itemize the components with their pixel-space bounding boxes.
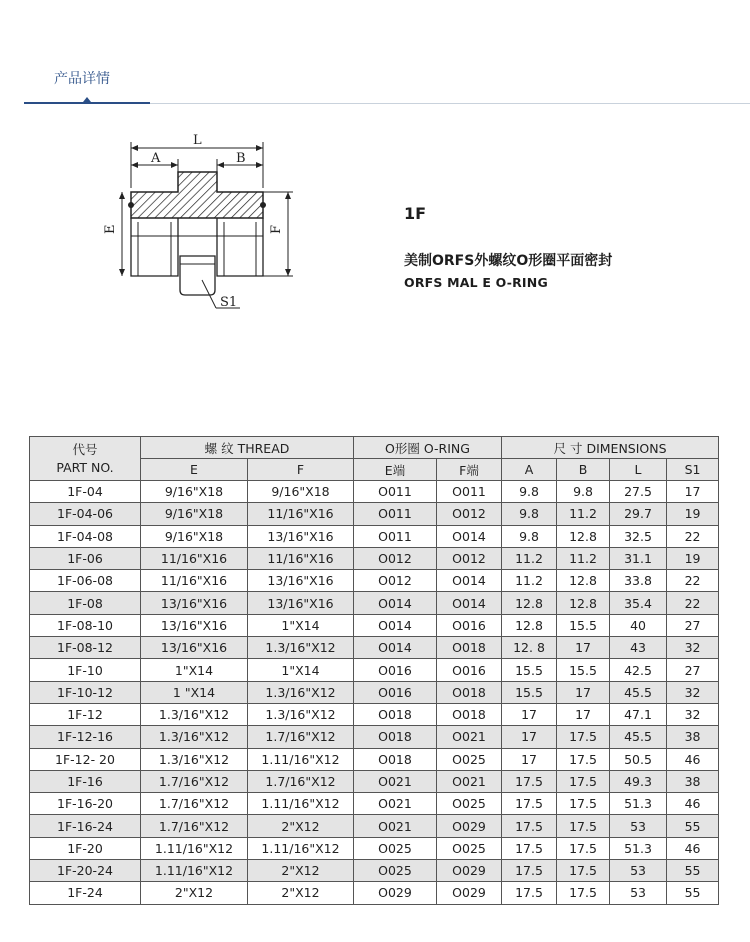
table-cell: 13/16"X16 <box>141 637 248 659</box>
table-cell: 19 <box>667 503 719 525</box>
table-cell: 17 <box>502 726 557 748</box>
table-row <box>30 637 719 659</box>
table-cell: 12.8 <box>502 614 557 636</box>
table-cell: 15.5 <box>502 681 557 703</box>
table-cell: 27 <box>667 614 719 636</box>
table-cell: 1F-12-16 <box>30 726 141 748</box>
table-cell: O011 <box>437 481 502 503</box>
table-cell: 42.5 <box>610 659 667 681</box>
table-cell: 13/16"X16 <box>248 570 354 592</box>
table-row <box>30 770 719 792</box>
drawing-label-e: E <box>103 224 118 234</box>
table-cell: 1.7/16"X12 <box>141 793 248 815</box>
spec-table-body <box>30 481 719 905</box>
table-cell: 1F-16-20 <box>30 793 141 815</box>
table-cell: O021 <box>437 726 502 748</box>
table-cell: 17.5 <box>502 793 557 815</box>
table-cell: 1F-20-24 <box>30 860 141 882</box>
table-cell: 1F-04 <box>30 481 141 503</box>
table-cell: O012 <box>354 547 437 569</box>
table-row <box>30 726 719 748</box>
table-cell: O021 <box>354 770 437 792</box>
table-cell: 1.11/16"X12 <box>141 837 248 859</box>
table-cell: 1F-06-08 <box>30 570 141 592</box>
table-cell: 1.11/16"X12 <box>248 748 354 770</box>
table-cell: 32.5 <box>610 525 667 547</box>
drawing-label-l: L <box>193 133 202 148</box>
table-cell: 53 <box>610 815 667 837</box>
table-cell: 13/16"X16 <box>248 525 354 547</box>
table-cell: 15.5 <box>557 659 610 681</box>
header-cell: F <box>248 459 354 481</box>
table-cell: 17.5 <box>502 770 557 792</box>
table-row <box>30 748 719 770</box>
table-cell: O011 <box>354 481 437 503</box>
table-cell: O018 <box>437 703 502 725</box>
table-row <box>30 703 719 725</box>
table-cell: 2"X12 <box>141 882 248 904</box>
table-cell: 1F-04-08 <box>30 525 141 547</box>
table-cell: 1F-16 <box>30 770 141 792</box>
header-cell: E <box>141 459 248 481</box>
table-cell: 1"X14 <box>248 614 354 636</box>
table-cell: O016 <box>437 614 502 636</box>
table-cell: 12.8 <box>557 525 610 547</box>
table-cell: 17 <box>557 703 610 725</box>
table-cell: 53 <box>610 882 667 904</box>
header-cell: E端 <box>354 459 437 481</box>
table-cell: 17 <box>502 703 557 725</box>
table-cell: O014 <box>437 592 502 614</box>
table-cell: O025 <box>437 837 502 859</box>
table-cell: 1F-10-12 <box>30 681 141 703</box>
table-cell: 1F-08 <box>30 592 141 614</box>
table-cell: 12.8 <box>557 592 610 614</box>
table-cell: 17.5 <box>557 815 610 837</box>
table-cell: 17 <box>557 637 610 659</box>
table-cell: O025 <box>354 837 437 859</box>
table-cell: O029 <box>437 860 502 882</box>
header-cell: F端 <box>437 459 502 481</box>
table-cell: 1.11/16"X12 <box>248 837 354 859</box>
table-cell: O014 <box>354 592 437 614</box>
table-row <box>30 659 719 681</box>
table-cell: 17 <box>557 681 610 703</box>
table-cell: O025 <box>437 748 502 770</box>
table-cell: 45.5 <box>610 681 667 703</box>
table-cell: 1F-12 <box>30 703 141 725</box>
table-cell: 17 <box>667 481 719 503</box>
table-cell: 11/16"X16 <box>141 547 248 569</box>
table-cell: O021 <box>437 770 502 792</box>
section-title: 产品详情 <box>54 71 110 87</box>
table-cell: O012 <box>437 547 502 569</box>
table-cell: 1F-08-12 <box>30 637 141 659</box>
table-cell: 1F-12- 20 <box>30 748 141 770</box>
table-cell: 46 <box>667 748 719 770</box>
table-cell: 1.3/16"X12 <box>248 681 354 703</box>
table-row <box>30 681 719 703</box>
table-cell: 53 <box>610 860 667 882</box>
table-cell: 43 <box>610 637 667 659</box>
table-cell: 22 <box>667 592 719 614</box>
table-cell: 13/16"X16 <box>248 592 354 614</box>
table-cell: 17.5 <box>557 793 610 815</box>
table-cell: 9/16"X18 <box>141 503 248 525</box>
table-cell: O014 <box>437 570 502 592</box>
table-cell: O021 <box>354 815 437 837</box>
caret-up-icon <box>83 97 91 102</box>
table-cell: 9/16"X18 <box>141 525 248 547</box>
table-cell: 1F-04-06 <box>30 503 141 525</box>
table-cell: O029 <box>437 882 502 904</box>
table-cell: O011 <box>354 525 437 547</box>
table-cell: 47.1 <box>610 703 667 725</box>
table-cell: 51.3 <box>610 793 667 815</box>
table-cell: O018 <box>354 726 437 748</box>
table-cell: 1"X14 <box>248 659 354 681</box>
table-cell: 13/16"X16 <box>141 592 248 614</box>
product-code: 1F <box>404 204 427 223</box>
table-cell: O016 <box>354 659 437 681</box>
table-cell: O011 <box>354 503 437 525</box>
table-cell: 9.8 <box>502 481 557 503</box>
table-row <box>30 592 719 614</box>
table-cell: 17.5 <box>502 837 557 859</box>
table-cell: 17.5 <box>557 770 610 792</box>
table-cell: O025 <box>437 793 502 815</box>
table-cell: 49.3 <box>610 770 667 792</box>
table-cell: O029 <box>437 815 502 837</box>
drawing-label-f: F <box>269 224 284 234</box>
fitting-technical-drawing <box>98 130 308 320</box>
table-cell: O029 <box>354 882 437 904</box>
table-row <box>30 570 719 592</box>
table-cell: 1"X14 <box>141 659 248 681</box>
table-cell: 17.5 <box>557 860 610 882</box>
table-cell: 17.5 <box>502 882 557 904</box>
table-cell: 46 <box>667 837 719 859</box>
table-cell: 35.4 <box>610 592 667 614</box>
table-cell: 38 <box>667 726 719 748</box>
table-cell: 22 <box>667 525 719 547</box>
table-cell: 17 <box>502 748 557 770</box>
table-cell: 1.3/16"X12 <box>141 703 248 725</box>
table-cell: 1.7/16"X12 <box>141 815 248 837</box>
table-cell: 9/16"X18 <box>141 481 248 503</box>
table-cell: 2"X12 <box>248 860 354 882</box>
table-row <box>30 547 719 569</box>
table-row <box>30 815 719 837</box>
table-cell: 17.5 <box>502 860 557 882</box>
table-cell: 55 <box>667 860 719 882</box>
header-cell: L <box>610 459 667 481</box>
table-cell: 17.5 <box>502 815 557 837</box>
header-oring: O形圈 O-RING <box>354 437 502 459</box>
table-cell: 55 <box>667 815 719 837</box>
table-cell: O021 <box>354 793 437 815</box>
table-cell: 33.8 <box>610 570 667 592</box>
table-cell: 1F-16-24 <box>30 815 141 837</box>
table-cell: 32 <box>667 703 719 725</box>
table-cell: 31.1 <box>610 547 667 569</box>
table-cell: 17.5 <box>557 726 610 748</box>
table-cell: O025 <box>354 860 437 882</box>
table-cell: O016 <box>437 659 502 681</box>
table-cell: 50.5 <box>610 748 667 770</box>
table-row <box>30 882 719 904</box>
table-cell: 15.5 <box>502 659 557 681</box>
header-dimensions: 尺 寸 DIMENSIONS <box>502 437 719 459</box>
table-cell: 32 <box>667 637 719 659</box>
table-cell: 1.7/16"X12 <box>248 770 354 792</box>
table-cell: 55 <box>667 882 719 904</box>
table-cell: 1 "X14 <box>141 681 248 703</box>
table-cell: 13/16"X16 <box>141 614 248 636</box>
table-cell: 11.2 <box>502 547 557 569</box>
table-row <box>30 837 719 859</box>
table-cell: 1F-24 <box>30 882 141 904</box>
table-cell: 1.7/16"X12 <box>141 770 248 792</box>
drawing-label-s1: S1 <box>220 295 238 310</box>
table-cell: 1.7/16"X12 <box>248 726 354 748</box>
table-cell: 1F-10 <box>30 659 141 681</box>
table-cell: 9.8 <box>502 525 557 547</box>
table-cell: 38 <box>667 770 719 792</box>
table-cell: 1F-08-10 <box>30 614 141 636</box>
table-cell: 9/16"X18 <box>248 481 354 503</box>
table-cell: O018 <box>437 637 502 659</box>
table-cell: 11.2 <box>502 570 557 592</box>
table-cell: 12.8 <box>502 592 557 614</box>
product-name-cn: 美制ORFS外螺纹O形圈平面密封 <box>404 253 613 269</box>
table-cell: 1.3/16"X12 <box>248 637 354 659</box>
table-cell: 29.7 <box>610 503 667 525</box>
section-divider-accent <box>24 102 150 104</box>
table-cell: 1.11/16"X12 <box>248 793 354 815</box>
header-part-no: 代号 PART NO. <box>30 437 141 481</box>
header-cell: B <box>557 459 610 481</box>
table-cell: O018 <box>354 703 437 725</box>
table-cell: 46 <box>667 793 719 815</box>
table-row <box>30 525 719 547</box>
table-cell: O014 <box>354 637 437 659</box>
table-cell: O016 <box>354 681 437 703</box>
table-cell: 12. 8 <box>502 637 557 659</box>
product-name-en: ORFS MAL E O-RING <box>404 275 548 290</box>
table-row <box>30 614 719 636</box>
table-cell: 1.3/16"X12 <box>248 703 354 725</box>
table-cell: 40 <box>610 614 667 636</box>
table-cell: 15.5 <box>557 614 610 636</box>
table-row <box>30 481 719 503</box>
header-cell: S1 <box>667 459 719 481</box>
table-cell: O018 <box>437 681 502 703</box>
table-cell: 45.5 <box>610 726 667 748</box>
table-header-row <box>30 437 719 459</box>
table-cell: 12.8 <box>557 570 610 592</box>
table-cell: 19 <box>667 547 719 569</box>
table-cell: O018 <box>354 748 437 770</box>
table-cell: 27 <box>667 659 719 681</box>
table-cell: 1F-06 <box>30 547 141 569</box>
table-cell: 17.5 <box>557 837 610 859</box>
table-cell: 2"X12 <box>248 815 354 837</box>
table-row <box>30 793 719 815</box>
table-cell: 32 <box>667 681 719 703</box>
table-cell: 2"X12 <box>248 882 354 904</box>
table-cell: 11/16"X16 <box>248 547 354 569</box>
table-cell: 11/16"X16 <box>248 503 354 525</box>
table-cell: 51.3 <box>610 837 667 859</box>
drawing-label-b: B <box>236 151 246 166</box>
table-cell: 11/16"X16 <box>141 570 248 592</box>
header-thread: 螺 纹 THREAD <box>141 437 354 459</box>
table-cell: 1.3/16"X12 <box>141 748 248 770</box>
table-cell: 27.5 <box>610 481 667 503</box>
table-cell: 1.11/16"X12 <box>141 860 248 882</box>
header-cell: A <box>502 459 557 481</box>
table-cell: 9.8 <box>502 503 557 525</box>
drawing-label-a: A <box>151 151 161 166</box>
table-cell: 17.5 <box>557 748 610 770</box>
table-cell: O014 <box>354 614 437 636</box>
table-cell: 1F-20 <box>30 837 141 859</box>
table-row <box>30 503 719 525</box>
table-cell: 9.8 <box>557 481 610 503</box>
table-cell: O014 <box>437 525 502 547</box>
table-cell: 1.3/16"X12 <box>141 726 248 748</box>
table-cell: O012 <box>437 503 502 525</box>
table-cell: 11.2 <box>557 503 610 525</box>
table-cell: 22 <box>667 570 719 592</box>
spec-table <box>29 436 719 905</box>
table-cell: O012 <box>354 570 437 592</box>
table-row <box>30 860 719 882</box>
table-cell: 17.5 <box>557 882 610 904</box>
table-cell: 11.2 <box>557 547 610 569</box>
